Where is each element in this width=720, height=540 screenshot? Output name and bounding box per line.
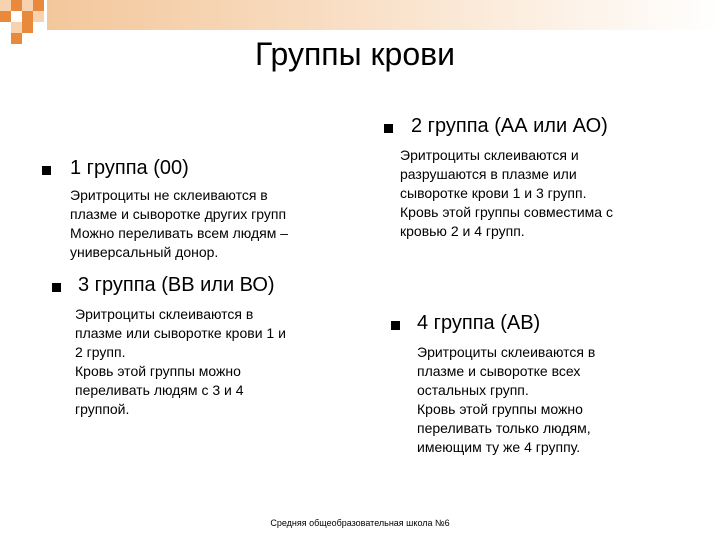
group-3-heading: 3 группа (ВВ или ВО) (78, 274, 275, 296)
deco-square (0, 11, 11, 22)
slide-title (0, 36, 720, 73)
group-1-text: Эритроциты не склеиваются в плазме и сыворотке других групп Можно переливать всем людям – универсальный донор. (70, 187, 289, 260)
bullet-icon (42, 166, 51, 175)
deco-square (22, 0, 33, 11)
deco-square (11, 0, 22, 11)
group-4-heading: 4 группа (АВ) (417, 312, 541, 334)
group-4-text: Эритроциты склеиваются в плазме и сыворотке всех остальных групп. Кровь этой группы можно переливать только людям, имеющим ту же 4 группу. (417, 344, 596, 455)
group-3-text: Эритроциты склеиваются в плазме или сыворотке крови 1 и 2 групп. Кровь этой группы можно переливать людям с 3 и 4 группой. (75, 306, 286, 417)
group-1-heading: 1 группа (00) (70, 157, 189, 179)
group-2-text: Эритроциты склеиваются и разрушаются в плазме или сыворотке крови 1 и 3 групп. Кровь этой группы совместима с кровью 2 и 4 групп. (400, 147, 613, 239)
deco-square (33, 0, 44, 11)
bullet-icon (391, 321, 400, 330)
slide-title-text: Группы крови (255, 36, 455, 72)
deco-square (11, 22, 22, 33)
deco-square (22, 22, 33, 33)
header-gradient-bar (47, 0, 720, 30)
deco-square (0, 0, 11, 11)
deco-square (33, 11, 44, 22)
bullet-icon (52, 283, 61, 292)
bullet-icon (384, 124, 393, 133)
footer-text: Средняя общеобразовательная школа №6 (270, 518, 450, 528)
group-2-heading: 2 группа (АА или АО) (411, 115, 608, 137)
deco-square (22, 11, 33, 22)
